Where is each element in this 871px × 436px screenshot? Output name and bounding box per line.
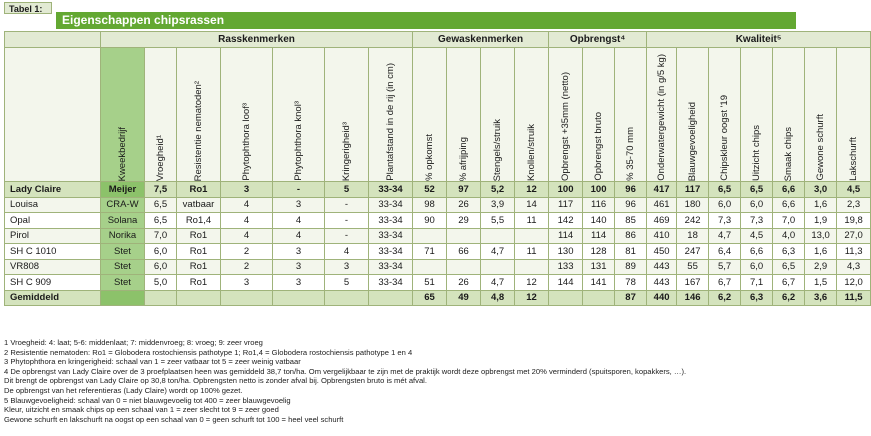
column-header-label: Phytophthora loof³: [241, 103, 252, 181]
variety-name: Pirol: [5, 228, 101, 244]
table-cell: 6,5: [145, 213, 177, 229]
footnote-line: 5 Blauwgevoeligheid: schaal van 0 = niet blauwgevoelig tot 400 = zeer blauwgevoelig: [4, 395, 291, 405]
column-header-label: Blauwgevoeligheid: [687, 101, 699, 181]
table-cell: 114: [549, 228, 583, 244]
footnote-line: 3 Phytophthora en kringerigheid: schaal van 1 = zeer vatbaar tot 5 = zeer weinig vatbaar: [4, 357, 301, 367]
table-cell: 33-34: [369, 275, 413, 291]
table-cell: 3: [325, 259, 369, 275]
table-cell: 6,2: [773, 290, 805, 306]
table-cell: 6,0: [741, 197, 773, 213]
table-cell: 180: [677, 197, 709, 213]
table-cell: 6,2: [709, 290, 741, 306]
column-header-label: % afrijping: [458, 136, 470, 181]
table-cell: 3: [273, 259, 325, 275]
table-cell: 33-34: [369, 244, 413, 260]
table-cell: 33-34: [369, 228, 413, 244]
table-cell: 33-34: [369, 213, 413, 229]
table-row: [5, 182, 871, 198]
table-cell: 98: [413, 197, 447, 213]
table-cell: Ro1: [177, 244, 221, 260]
column-header: [145, 48, 177, 182]
column-header: [647, 48, 677, 182]
table-cell: 5: [325, 182, 369, 198]
table-cell: -: [325, 228, 369, 244]
column-header-label: Opbrengst bruto: [593, 112, 605, 181]
table-cell: 1,6: [805, 197, 837, 213]
table-cell: 6,6: [773, 182, 805, 198]
table-cell: Ro1: [177, 182, 221, 198]
table-cell: 7,0: [773, 213, 805, 229]
table-cell: 6,5: [741, 182, 773, 198]
table-cell: [369, 290, 413, 306]
table-cell: 89: [615, 259, 647, 275]
table-cell: 5: [325, 275, 369, 291]
breeder-cell: Stet: [101, 259, 145, 275]
variety-name: VR808: [5, 259, 101, 275]
table-cell: 6,7: [709, 275, 741, 291]
column-header: [101, 48, 145, 182]
table-cell: 3: [221, 182, 273, 198]
table-cell: 51: [413, 275, 447, 291]
table-cell: 469: [647, 213, 677, 229]
table-cell: 6,0: [145, 244, 177, 260]
table-cell: 3,0: [805, 182, 837, 198]
column-header-label: Gewone schurft: [815, 114, 827, 181]
table-cell: 4,3: [837, 259, 871, 275]
table-label: Tabel 1:: [4, 2, 52, 14]
column-header: [369, 48, 413, 182]
table-cell: 3,6: [805, 290, 837, 306]
table-cell: Ro1: [177, 228, 221, 244]
column-header: [221, 48, 273, 182]
table-cell: 26: [447, 197, 481, 213]
column-header-label: Stengels/struik: [492, 118, 504, 181]
footnote-line: Dit brengt de opbrengst van Lady Claire op 30,8 ton/ha. Opbrengsten netto is zonder afval bij. Opbrengsten bruto is mét afval.: [4, 376, 427, 386]
table-cell: 6,0: [709, 197, 741, 213]
table-cell: 55: [677, 259, 709, 275]
breeder-cell: [101, 290, 145, 306]
properties-table: [4, 31, 871, 306]
table-cell: 3: [273, 275, 325, 291]
table-cell: 4,8: [481, 290, 515, 306]
column-header: [837, 48, 871, 182]
column-header-label: Smaak chips: [783, 126, 795, 181]
variety-name: Lady Claire: [5, 182, 101, 198]
table-cell: 6,6: [773, 197, 805, 213]
column-header-label: Kweekbedrijf: [117, 126, 128, 181]
table-cell: 12,0: [837, 275, 871, 291]
table-cell: -: [325, 213, 369, 229]
table-cell: 7,5: [145, 182, 177, 198]
table-cell: 443: [647, 275, 677, 291]
table-cell: 131: [583, 259, 615, 275]
table-cell: 167: [677, 275, 709, 291]
table-cell: [273, 290, 325, 306]
table-cell: 2,3: [837, 197, 871, 213]
table-cell: 52: [413, 182, 447, 198]
table-cell: 3: [273, 244, 325, 260]
table-cell: 87: [615, 290, 647, 306]
breeder-cell: Solana: [101, 213, 145, 229]
table-cell: 71: [413, 244, 447, 260]
table-cell: 29: [447, 213, 481, 229]
column-header-label: Knollen/struik: [526, 123, 538, 181]
table-cell: 7,1: [741, 275, 773, 291]
table-cell: 3: [221, 275, 273, 291]
table-cell: 19,8: [837, 213, 871, 229]
table-cell: 133: [549, 259, 583, 275]
table-cell: 7,3: [741, 213, 773, 229]
breeder-cell: Stet: [101, 275, 145, 291]
table-cell: 4,5: [837, 182, 871, 198]
column-header-label: Kringerigheid³: [341, 121, 352, 181]
table-cell: 128: [583, 244, 615, 260]
footnote-line: 4 De opbrengst van Lady Claire over de 3 proefplaatsen heen was gemiddeld 38,7 ton/ha. Om vergelijkbaar te zijn met de praktijk wordt deze opbrengst met 20% verminderd (spuitsporen, kopakkers, …).: [4, 366, 687, 376]
table-cell: 18: [677, 228, 709, 244]
table-cell: 100: [549, 182, 583, 198]
table-cell: -: [325, 197, 369, 213]
column-header-label: Chipskleur oogst '19: [719, 95, 731, 181]
table-cell: 5,7: [709, 259, 741, 275]
table-cell: 450: [647, 244, 677, 260]
column-header: [615, 48, 647, 182]
table-cell: 6,3: [741, 290, 773, 306]
footnotes: [4, 338, 796, 424]
column-header-label: Lakschurft: [848, 137, 860, 181]
table-cell: 146: [677, 290, 709, 306]
table-cell: 49: [447, 290, 481, 306]
table-cell: 142: [549, 213, 583, 229]
table-cell: 26: [447, 275, 481, 291]
column-header-ras: [5, 48, 101, 182]
table-cell: 4: [273, 213, 325, 229]
table-cell: 1,5: [805, 275, 837, 291]
table-row: [5, 197, 871, 213]
variety-name: Louisa: [5, 197, 101, 213]
table-cell: 13,0: [805, 228, 837, 244]
table-cell: 65: [413, 290, 447, 306]
column-header-label: % 35-70 mm: [625, 127, 637, 181]
table-cell: 443: [647, 259, 677, 275]
table-cell: 4,7: [481, 244, 515, 260]
column-header-label: Vroegheid¹: [155, 134, 166, 181]
table-cell: 417: [647, 182, 677, 198]
table-cell: 7,0: [145, 228, 177, 244]
variety-name: Opal: [5, 213, 101, 229]
table-cell: 78: [615, 275, 647, 291]
table-cell: 6,7: [773, 275, 805, 291]
column-header: [677, 48, 709, 182]
column-header: [325, 48, 369, 182]
table-cell: [413, 228, 447, 244]
table-cell: 4,7: [709, 228, 741, 244]
table-cell: 2: [221, 259, 273, 275]
table-cell: [145, 290, 177, 306]
table-cell: 6,5: [145, 197, 177, 213]
table-cell: [549, 290, 583, 306]
table-cell: 130: [549, 244, 583, 260]
table-cell: 117: [677, 182, 709, 198]
table-cell: 96: [615, 182, 647, 198]
table-cell: 33-34: [369, 197, 413, 213]
table-cell: 97: [447, 182, 481, 198]
group-header-gewaskenmerken: Gewaskenmerken: [413, 32, 549, 48]
column-header: [805, 48, 837, 182]
column-header: [413, 48, 447, 182]
table-cell: 12: [515, 275, 549, 291]
table-row: [5, 290, 871, 306]
table-cell: 6,0: [741, 259, 773, 275]
table-row: [5, 228, 871, 244]
table-cell: [481, 228, 515, 244]
table-cell: Ro1: [177, 275, 221, 291]
table-cell: 247: [677, 244, 709, 260]
table-cell: [583, 290, 615, 306]
table-cell: [413, 259, 447, 275]
table-cell: 6,5: [709, 182, 741, 198]
table-cell: 4: [221, 197, 273, 213]
table-cell: 4: [273, 228, 325, 244]
table-cell: 90: [413, 213, 447, 229]
table-cell: [325, 290, 369, 306]
table-cell: 6,5: [773, 259, 805, 275]
table-cell: 66: [447, 244, 481, 260]
table-cell: 96: [615, 197, 647, 213]
table-cell: 2: [221, 244, 273, 260]
footnote-line: 1 Vroegheid: 4: laat; 5-6: middenlaat; 7: middenvroeg; 8: vroeg; 9: zeer vroeg: [4, 338, 263, 347]
table-cell: 4,0: [773, 228, 805, 244]
table-row: [5, 213, 871, 229]
table-cell: 461: [647, 197, 677, 213]
breeder-cell: Meijer: [101, 182, 145, 198]
table-cell: 5,2: [481, 182, 515, 198]
column-header-label: Opbrengst +35mm (netto): [560, 71, 572, 181]
column-header: [177, 48, 221, 182]
table-cell: [515, 228, 549, 244]
column-header: [447, 48, 481, 182]
table-cell: 2,9: [805, 259, 837, 275]
column-header-label: % opkomst: [424, 134, 436, 181]
column-header: [741, 48, 773, 182]
table-cell: 11: [515, 244, 549, 260]
column-header: [481, 48, 515, 182]
footnote-line: Kleur, uitzicht en smaak chips op een schaal van 1 = zeer slecht tot 9 = zeer goed: [4, 405, 279, 415]
column-header: [709, 48, 741, 182]
column-header-label: Plantafstand in de rij (in cm): [385, 63, 397, 181]
breeder-cell: Norika: [101, 228, 145, 244]
column-header: [549, 48, 583, 182]
table-cell: 100: [583, 182, 615, 198]
variety-name: Gemiddeld: [5, 290, 101, 306]
table-cell: 440: [647, 290, 677, 306]
table-cell: 6,0: [145, 259, 177, 275]
column-header-label: Resistentie nematoden²: [193, 80, 204, 181]
variety-name: SH C 1010: [5, 244, 101, 260]
table-row: [5, 244, 871, 260]
table-cell: 242: [677, 213, 709, 229]
breeder-cell: CRA-W: [101, 197, 145, 213]
table-cell: 11: [515, 213, 549, 229]
table-cell: [515, 259, 549, 275]
group-header-raskenmerken: Rasskenmerken: [101, 32, 413, 48]
table-cell: 4: [325, 244, 369, 260]
table-cell: 86: [615, 228, 647, 244]
table-cell: 3: [273, 197, 325, 213]
breeder-cell: Stet: [101, 244, 145, 260]
table-cell: -: [273, 182, 325, 198]
table-cell: 114: [583, 228, 615, 244]
table-cell: 5,0: [145, 275, 177, 291]
table-cell: [447, 259, 481, 275]
table-cell: 1,9: [805, 213, 837, 229]
table-cell: [447, 228, 481, 244]
table-row: [5, 259, 871, 275]
footnote-line: De opbrengst van het referentieras (Lady Claire) wordt op 100% gezet.: [4, 385, 243, 395]
table-cell: 11,3: [837, 244, 871, 260]
table-cell: 11,5: [837, 290, 871, 306]
table-cell: 410: [647, 228, 677, 244]
table-cell: 81: [615, 244, 647, 260]
table-cell: vatbaar: [177, 197, 221, 213]
footnote-line: Gewone schurft en lakschurft na oogst op een schaal van 0 = geen schurft tot 100 = heel veel schurft: [4, 414, 344, 424]
table-cell: 33-34: [369, 182, 413, 198]
table-cell: 7,3: [709, 213, 741, 229]
table-cell: 14: [515, 197, 549, 213]
table-cell: 6,3: [773, 244, 805, 260]
table-cell: 4,7: [481, 275, 515, 291]
table-cell: 4: [221, 213, 273, 229]
table-cell: 12: [515, 290, 549, 306]
column-header: [773, 48, 805, 182]
column-header-label: Uitzicht chips: [751, 125, 763, 181]
table-cell: Ro1: [177, 259, 221, 275]
table-cell: [221, 290, 273, 306]
table-cell: Ro1,4: [177, 213, 221, 229]
table-cell: 141: [583, 275, 615, 291]
table-row: [5, 275, 871, 291]
table-cell: 85: [615, 213, 647, 229]
table-cell: 5,5: [481, 213, 515, 229]
footnote-line: 2 Resistentie nematoden: Ro1 = Globodera rostochiensis pathotype 1; Ro1,4 = Globodera rostochiensis pathotype 1 en 4: [4, 347, 413, 357]
table-cell: 33-34: [369, 259, 413, 275]
column-header-label: Onderwatergewicht (in g/5 kg): [656, 54, 668, 181]
table-cell: 6,4: [709, 244, 741, 260]
column-header: [583, 48, 615, 182]
table-cell: 144: [549, 275, 583, 291]
column-header-label: Phytophthora knol³: [293, 101, 304, 181]
table-cell: 4: [221, 228, 273, 244]
table-cell: 3,9: [481, 197, 515, 213]
table-cell: [481, 259, 515, 275]
group-header-blank: [5, 32, 101, 48]
table-cell: 12: [515, 182, 549, 198]
group-header-kwaliteit: Kwaliteit⁵: [647, 32, 871, 48]
column-header: [515, 48, 549, 182]
table-cell: 4,5: [741, 228, 773, 244]
table-cell: 117: [549, 197, 583, 213]
table-title: Eigenschappen chipsrassen: [56, 12, 796, 29]
table-cell: 6,6: [741, 244, 773, 260]
variety-name: SH C 909: [5, 275, 101, 291]
column-header: [273, 48, 325, 182]
group-header-opbrengst: Opbrengst⁴: [549, 32, 647, 48]
table-cell: 140: [583, 213, 615, 229]
table-cell: 1,6: [805, 244, 837, 260]
table-cell: 27,0: [837, 228, 871, 244]
table-cell: 116: [583, 197, 615, 213]
table-cell: [177, 290, 221, 306]
